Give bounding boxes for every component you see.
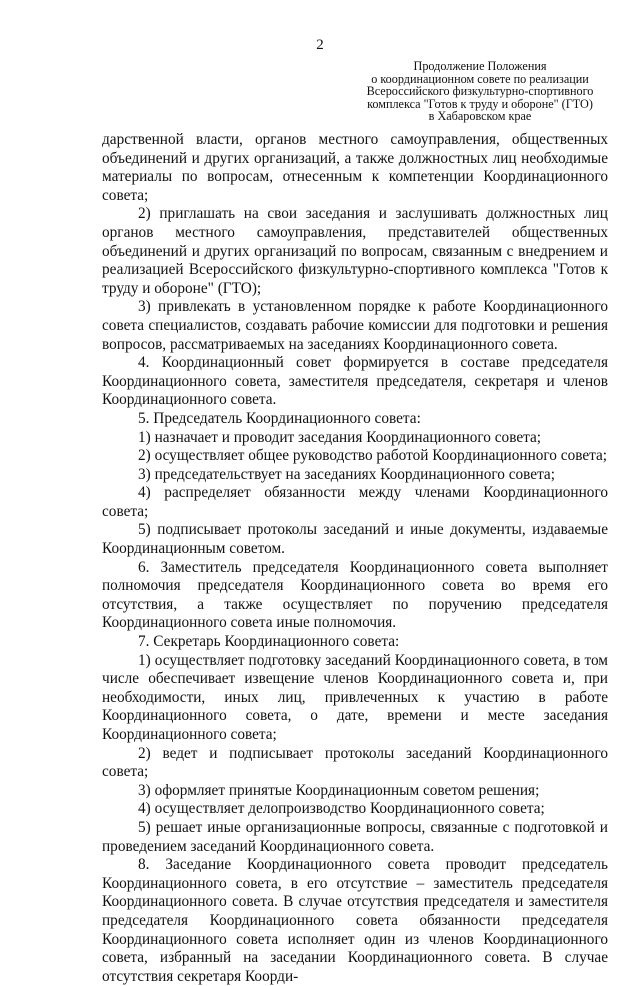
paragraph: 2) ведет и подписывает протоколы заседаний Координационного совета;	[102, 744, 608, 781]
paragraph: 1) назначает и проводит заседания Координационного совета;	[138, 428, 542, 446]
document-body	[102, 131, 608, 986]
paragraph: 8. Заседание Координационного совета проводит председатель Координационного совета, в его отсутствие – заместитель председателя Координационного совета. В случае отсутствия председателя и заместителя председателя Координационного совета обязанности председателя Координационного совета исполняет один из членов Координационного совета, избранный на заседании Координационного совета. В случае отсутствия секретаря Коорди-	[102, 856, 608, 985]
paragraph: 5) решает иные организационные вопросы, связанные с подготовкой и проведением заседаний Координационного совета.	[102, 818, 608, 855]
paragraph: 2) осуществляет общее руководство работой Координационного совета;	[138, 447, 608, 465]
paragraph: дарственной власти, органов местного самоуправления, общественных объединений и других организаций, а также должностных лиц необходимые материалы по вопросам, отнесенным к компетенции Координационного совета;	[102, 131, 608, 204]
paragraph: 4) осуществляет делопроизводство Координационного совета;	[138, 800, 545, 818]
paragraph: 3) оформляет принятые Координационным советом решения;	[138, 781, 540, 799]
page-number: 2	[316, 37, 324, 53]
paragraph: 3) привлекать в установленном порядке к работе Координационного совета специалистов, создавать рабочие комиссии для подготовки и решения вопросов, рассматриваемых на заседаниях Координационного совета.	[102, 298, 608, 353]
paragraph: 7. Секретарь Координационного совета:	[138, 633, 400, 651]
paragraph: 3) председательствует на заседаниях Координационного совета;	[138, 465, 555, 483]
paragraph: 5. Председатель Координационного совета:	[138, 409, 421, 427]
paragraph: 1) осуществляет подготовку заседаний Координационного совета, в том числе обеспечивает извещение членов Координационного совета и, при необходимости, иных лиц, привлеченных к участию в работе Координационного совета, о дате, времени и месте заседания Координационного совета;	[102, 651, 608, 743]
paragraph: 4. Координационный совет формируется в составе председателя Координационного совета, заместителя председателя, секретаря и членов Координационного совета.	[102, 354, 608, 409]
document-header	[358, 60, 602, 123]
paragraph: 2) приглашать на свои заседания и заслушивать должностных лиц органов местного самоуправления, представителей общественных объединений и других организаций по вопросам, связанным с внедрением и реализацией Всероссийского физкультурно-спортивного комплекса "Готов к труду и обороне" (ГТО);	[102, 205, 608, 297]
header-line: комплекса "Готов к труду и обороне" (ГТО)	[367, 96, 593, 111]
header-line: о координационном совете по реализации	[371, 71, 589, 86]
paragraph: 6. Заместитель председателя Координационного совета выполняет полномочия председателя Координационного совета во время его отсутствия, а также осуществляет по поручению председателя Координационного совета иные полномочия.	[102, 558, 608, 632]
paragraph: 5) подписывает протоколы заседаний и иные документы, издаваемые Координационным советом.	[102, 521, 608, 558]
header-line: Всероссийского физкультурно-спортивного	[366, 84, 594, 99]
paragraph: 4) распределяет обязанности между членами Координационного совета;	[102, 484, 608, 520]
header-line: Продолжение Положения	[413, 59, 547, 73]
header-line: в Хабаровском крае	[428, 109, 532, 124]
